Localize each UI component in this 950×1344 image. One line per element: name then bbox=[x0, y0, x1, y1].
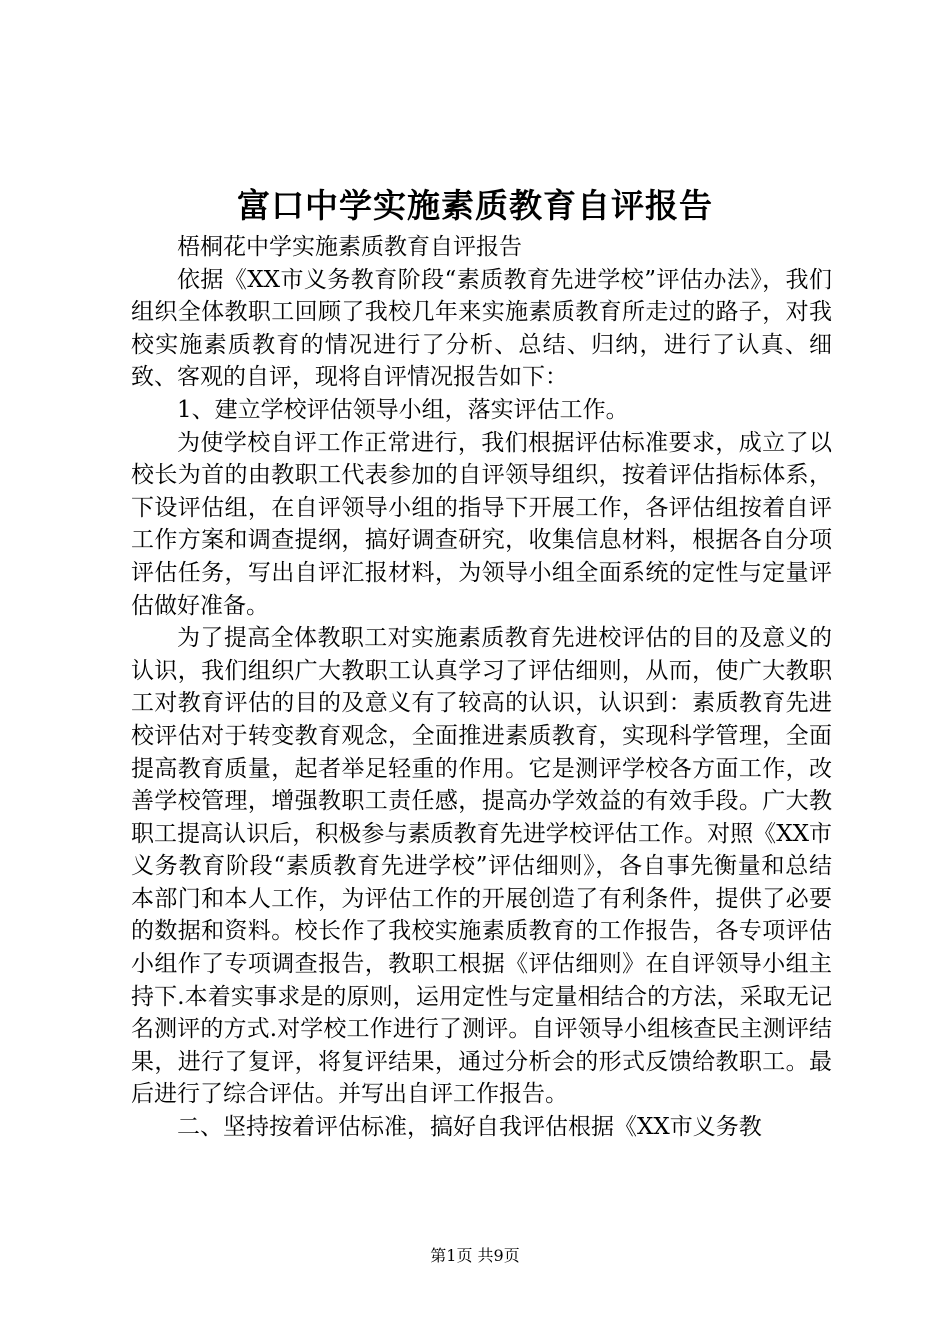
intro-paragraph: 依据《XX市义务教育阶段“素质教育先进学校”评估办法》，我们组织全体教职工回顾了我校几年来实施素质教育所走过的路子，对我校实施素质教育的情况进行了分析、总结、归纳，进行了认真、细致、客观的自评，现将自评情况报告如下： bbox=[131, 266, 832, 391]
body-paragraph: 为了提高全体教职工对实施素质教育先进校评估的目的及意义的认识，我们组织广大教职工认真学习了评估细则，从而，使广大教职工对教育评估的目的及意义有了较高的认识，认识到：素质教育先进校评估对于转变教育观念，全面推进素质教育，实现科学管理，全面提高教育质量，起者举足轻重的作用。它是测评学校各方面工作，改善学校管理，增强教职工责任感，提高办学效益的有效手段。广大教职工提高认识后，积极参与素质教育先进学校评估工作。对照《XX市义务教育阶段“素质教育先进学校”评估细则》，各自事先衡量和总结本部门和本人工作，为评估工作的开展创造了有利条件，提供了必要的数据和资料。校长作了我校实施素质教育的工作报告，各专项评估小组作了专项调查报告，教职工根据《评估细则》在自评领导小组主持下.本着实事求是的原则，运用定性与定量相结合的方法，采取无记名测评的方式.对学校工作进行了测评。自评领导小组核查民主测评结果，进行了复评，将复评结果，通过分析会的形式反馈给教职工。最后进行了综合评估。并写出自评工作报告。 bbox=[131, 625, 832, 1108]
page-footer: 第1页 共9页 bbox=[430, 1246, 520, 1265]
document-body bbox=[131, 231, 832, 1144]
section-heading-2: 二、坚持按着评估标准，搞好自我评估根据《XX市义务教 bbox=[177, 1114, 762, 1141]
subtitle-paragraph: 梧桐花中学实施素质教育自评报告 bbox=[177, 234, 522, 260]
document-title: 富口中学实施素质教育自评报告 bbox=[237, 186, 713, 225]
section-heading-1: 1、建立学校评估领导小组，落实评估工作。 bbox=[177, 396, 629, 423]
body-paragraph: 为使学校自评工作正常进行，我们根据评估标准要求，成立了以校长为首的由教职工代表参加的自评领导组织，按着评估指标体系，下设评估组，在自评领导小组的指导下开展工作，各评估组按着自评工作方案和调查提纲，搞好调查研究，收集信息材料，根据各自分项评估任务，写出自评汇报材料，为领导小组全面系统的定性与定量评估做好准备。 bbox=[131, 429, 832, 619]
